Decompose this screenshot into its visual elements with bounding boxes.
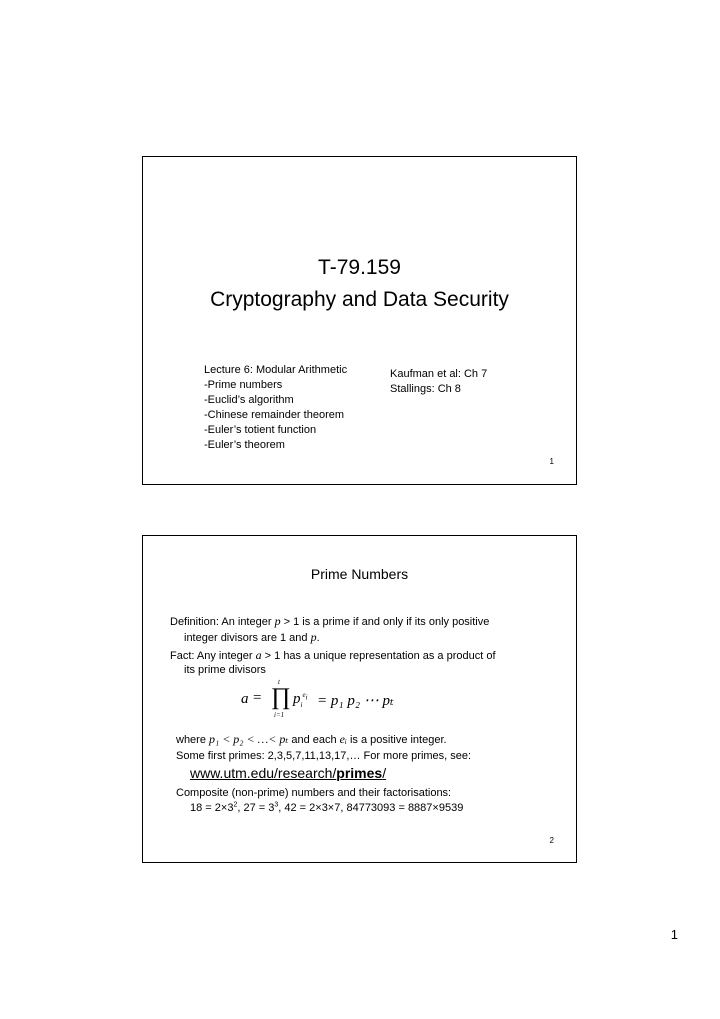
outline-item: -Euclid’s algorithm [204, 394, 294, 406]
formula-eq: = [253, 690, 262, 706]
composite-line-2: $18 = 2\times 3^2$, $27 = 3^3$, 42 = 2×3×7, 84773093 = 8887×9539 [190, 801, 464, 814]
slide-2-title: Prime Numbers [310, 566, 409, 582]
slide-2 [142, 535, 577, 863]
where-line: where p₁ < p₂ < …< pₜ and each eᵢ is a positive integer. [176, 732, 447, 746]
outline-item: Lecture 6: Modular Arithmetic [204, 364, 348, 376]
slide-1-title-line-1: T-79.159 [318, 256, 401, 279]
references-list [390, 367, 487, 397]
product-upper-limit: t [278, 678, 280, 686]
outline-item: -Prime numbers [204, 379, 283, 391]
definition-line-1: Definition: An integer p > 1 is a prime if and only if its only positive [170, 614, 490, 628]
slide-number: 1 [549, 457, 554, 466]
formula-rhs: = p₁ p₂ ⋯ pₜ [317, 693, 394, 709]
some-primes-line: Some first primes: 2,3,5,7,11,13,17,… For more primes, see: [176, 750, 472, 762]
page-number: 1 [670, 927, 678, 942]
product-lower-limit: i=1 [274, 711, 285, 719]
outline-item: -Euler’s theorem [204, 439, 285, 451]
formula-lhs: a [241, 691, 249, 707]
primes-link[interactable]: www.utm.edu/research/primes/ [190, 765, 387, 781]
reference-item: Stallings: Ch 8 [390, 383, 461, 395]
slide-1-title-line-2: Cryptography and Data Security [210, 288, 509, 311]
product-symbol: ∏ [271, 684, 291, 710]
outline-item: -Chinese remainder theorem [204, 409, 345, 421]
reference-item: Kaufman et al: Ch 7 [390, 368, 488, 380]
outline-item: -Euler’s totient function [204, 424, 317, 436]
slide-1 [142, 156, 577, 485]
outline-list [204, 363, 347, 453]
fact-line-1: Fact: Any integer a > 1 has a unique representation as a product of [170, 648, 496, 662]
formula-term: $p_i^{e_i}$ [293, 691, 308, 709]
slide-number: 2 [549, 836, 554, 845]
definition-line-2: integer divisors are 1 and p. [184, 630, 320, 644]
composite-line-1: Composite (non-prime) numbers and their factorisations: [176, 787, 452, 799]
product-formula [241, 678, 411, 723]
fact-line-2: its prime divisors [184, 664, 266, 676]
